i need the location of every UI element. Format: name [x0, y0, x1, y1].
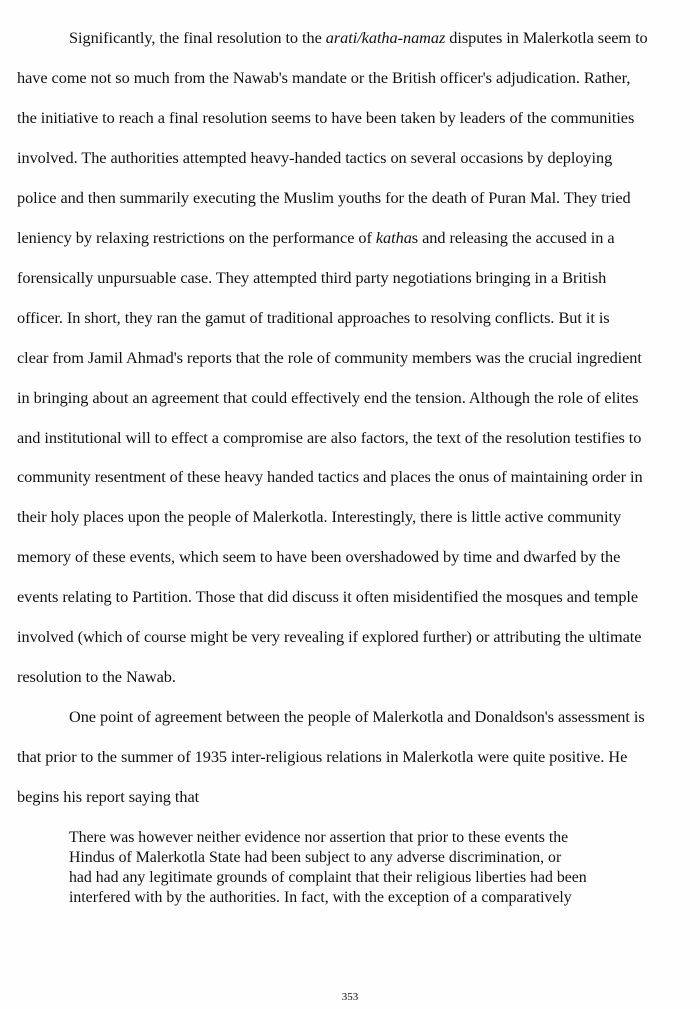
quote-line: Hindus of Malerkotla State had been subject to any adverse discrimination, or	[69, 849, 562, 866]
text-segment: community resentment of these heavy handed tactics and places the onus of maintaining order in	[17, 467, 643, 487]
text-line	[17, 188, 631, 208]
text-line	[17, 68, 630, 88]
italic-term: arati/katha-namaz	[325, 28, 446, 47]
text-segment: the initiative to reach a final resolution seems to have been taken by leaders of the communities	[17, 107, 635, 127]
text-segment: resolution to the Nawab.	[17, 667, 176, 687]
text-segment: memory of these events, which seem to have been overshadowed by time and dwarfed by the	[17, 547, 621, 567]
text-line	[17, 507, 621, 527]
text-segment: clear from Jamil Ahmad's reports that the role of community members was the crucial ingredient	[17, 347, 642, 367]
text-segment: officer. In short, they ran the gamut of traditional approaches to resolving conflicts. But it is	[17, 307, 610, 327]
text-segment: their holy places upon the people of Malerkotla. Interestingly, there is little active community	[17, 507, 622, 527]
text-line	[69, 707, 645, 727]
text-line	[17, 308, 610, 328]
text-segment: and institutional will to effect a compromise are also factors, the text of the resolution testifies to	[17, 427, 642, 447]
text-line	[17, 388, 638, 408]
text-segment: that prior to the summer of 1935 inter-religious relations in Malerkotla were quite positive. He	[17, 747, 628, 767]
text-segment: s and releasing the accused in a	[411, 227, 615, 247]
text-segment: have come not so much from the Nawab's mandate or the British officer's adjudication. Rather,	[17, 67, 631, 87]
text-line	[17, 547, 620, 567]
text-line	[17, 747, 627, 767]
text-segment: involved. The authorities attempted heavy-handed tactics on several occasions by deploying	[17, 147, 613, 167]
quote-line: There was however neither evidence nor assertion that prior to these events the	[69, 829, 569, 846]
text-line	[17, 348, 642, 368]
text-line	[17, 268, 606, 288]
text-line	[17, 228, 615, 248]
text-segment: begins his report saying that	[17, 787, 200, 807]
text-line	[17, 587, 638, 607]
text-line	[17, 108, 634, 128]
text-line	[69, 28, 648, 48]
quote-line: interfered with by the authorities. In fact, with the exception of a comparatively	[69, 889, 572, 906]
text-segment: leniency by relaxing restrictions on the performance of	[17, 227, 376, 247]
text-line	[17, 787, 199, 807]
text-segment: involved (which of course might be very revealing if explored further) or attributing the ultimate	[17, 627, 642, 647]
text-line	[17, 627, 641, 647]
text-line	[17, 667, 176, 687]
text-segment: police and then summarily executing the Muslim youths for the death of Puran Mal. They tried	[17, 187, 631, 207]
text-line	[17, 428, 641, 448]
text-segment: in bringing about an agreement that could effectively end the tension. Although the role of elites	[17, 387, 639, 407]
text-segment: disputes in Malerkotla seem to	[445, 28, 648, 47]
italic-term: katha	[375, 227, 412, 247]
text-line	[17, 467, 643, 487]
text-line	[17, 148, 612, 168]
text-segment: forensically unpursuable case. They attempted third party negotiations bringing in a British	[17, 267, 607, 287]
text-segment: Significantly, the final resolution to the	[69, 28, 326, 47]
quote-line: had had any legitimate grounds of complaint that their religious liberties had been	[69, 869, 587, 886]
text-segment: One point of agreement between the people of Malerkotla and Donaldson's assessment is	[69, 707, 645, 727]
page-number: 353	[341, 991, 359, 1003]
text-segment: events relating to Partition. Those that did discuss it often misidentified the mosques and temple	[17, 587, 639, 607]
